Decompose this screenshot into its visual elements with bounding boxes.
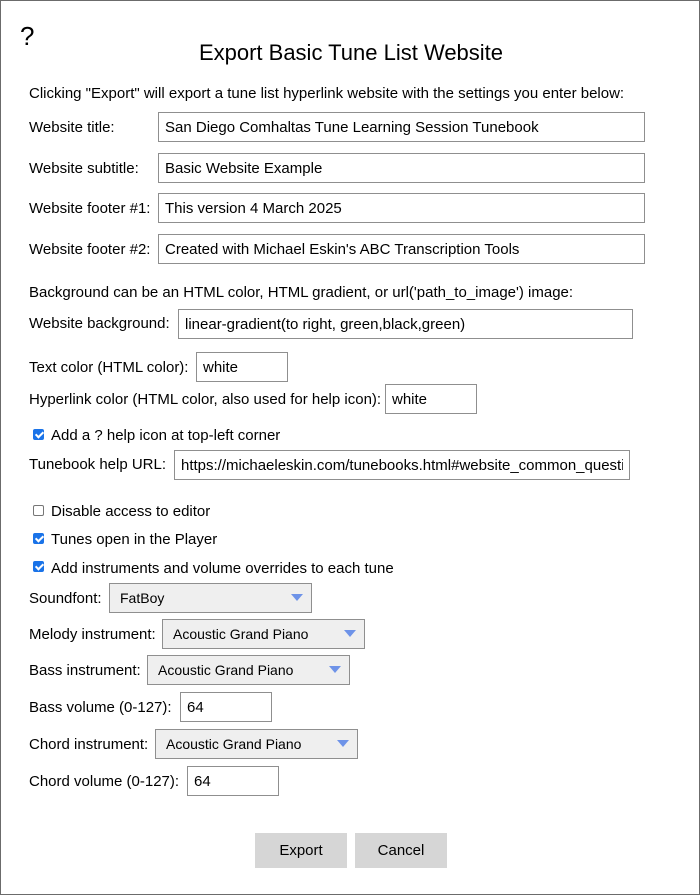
instruments-checkbox[interactable] <box>33 561 44 572</box>
hyperlink-color-input[interactable] <box>385 384 477 414</box>
chevron-down-icon <box>337 740 349 747</box>
website-footer2-label: Website footer #2: <box>29 241 151 258</box>
bass-instrument-value: Acoustic Grand Piano <box>158 662 294 678</box>
website-footer1-label: Website footer #1: <box>29 200 151 217</box>
player-checkbox[interactable] <box>33 533 44 544</box>
chord-volume-label: Chord volume (0-127): <box>29 773 180 790</box>
text-color-label: Text color (HTML color): <box>29 359 189 376</box>
soundfont-value: FatBoy <box>120 590 165 606</box>
help-url-label: Tunebook help URL: <box>29 456 167 473</box>
chord-instrument-select[interactable] <box>155 729 358 759</box>
player-checkbox-label: Tunes open in the Player <box>51 531 218 548</box>
chord-instrument-value: Acoustic Grand Piano <box>166 736 302 752</box>
website-subtitle-label: Website subtitle: <box>29 160 139 177</box>
website-background-input[interactable] <box>178 309 633 339</box>
bass-instrument-select[interactable] <box>147 655 350 685</box>
export-button[interactable]: Export <box>255 833 347 868</box>
text-color-input[interactable] <box>196 352 288 382</box>
chevron-down-icon <box>291 594 303 601</box>
bass-volume-input[interactable] <box>180 692 272 722</box>
chevron-down-icon <box>329 666 341 673</box>
website-footer2-input[interactable] <box>158 234 645 264</box>
dialog-title: Export Basic Tune List Website <box>198 40 504 65</box>
melody-instrument-select[interactable] <box>162 619 365 649</box>
disable-editor-checkbox[interactable] <box>33 505 44 516</box>
intro-text: Clicking "Export" will export a tune list hyperlink website with the settings you enter below: <box>29 85 625 102</box>
soundfont-select[interactable] <box>109 583 312 613</box>
cancel-button[interactable]: Cancel <box>355 833 447 868</box>
website-background-label: Website background: <box>29 315 170 332</box>
instruments-checkbox-label: Add instruments and volume overrides to each tune <box>51 560 394 577</box>
bass-instrument-label: Bass instrument: <box>29 662 141 679</box>
disable-editor-label: Disable access to editor <box>51 503 211 520</box>
soundfont-label: Soundfont: <box>29 590 102 607</box>
website-title-input[interactable] <box>158 112 645 142</box>
chord-instrument-label: Chord instrument: <box>29 736 149 753</box>
melody-instrument-value: Acoustic Grand Piano <box>173 626 309 642</box>
website-footer1-input[interactable] <box>158 193 645 223</box>
website-subtitle-input[interactable] <box>158 153 645 183</box>
help-icon[interactable]: ? <box>20 21 35 51</box>
hyperlink-color-label: Hyperlink color (HTML color, also used for help icon): <box>29 391 382 408</box>
chord-volume-input[interactable] <box>187 766 279 796</box>
background-note: Background can be an HTML color, HTML gradient, or url('path_to_image') image: <box>29 284 574 301</box>
melody-instrument-label: Melody instrument: <box>29 626 156 643</box>
help-url-input[interactable] <box>174 450 630 480</box>
help-icon-checkbox[interactable] <box>33 429 44 440</box>
help-icon-checkbox-label: Add a ? help icon at top-left corner <box>51 427 281 444</box>
bass-volume-label: Bass volume (0-127): <box>29 699 172 716</box>
chevron-down-icon <box>344 630 356 637</box>
website-title-label: Website title: <box>29 119 115 136</box>
